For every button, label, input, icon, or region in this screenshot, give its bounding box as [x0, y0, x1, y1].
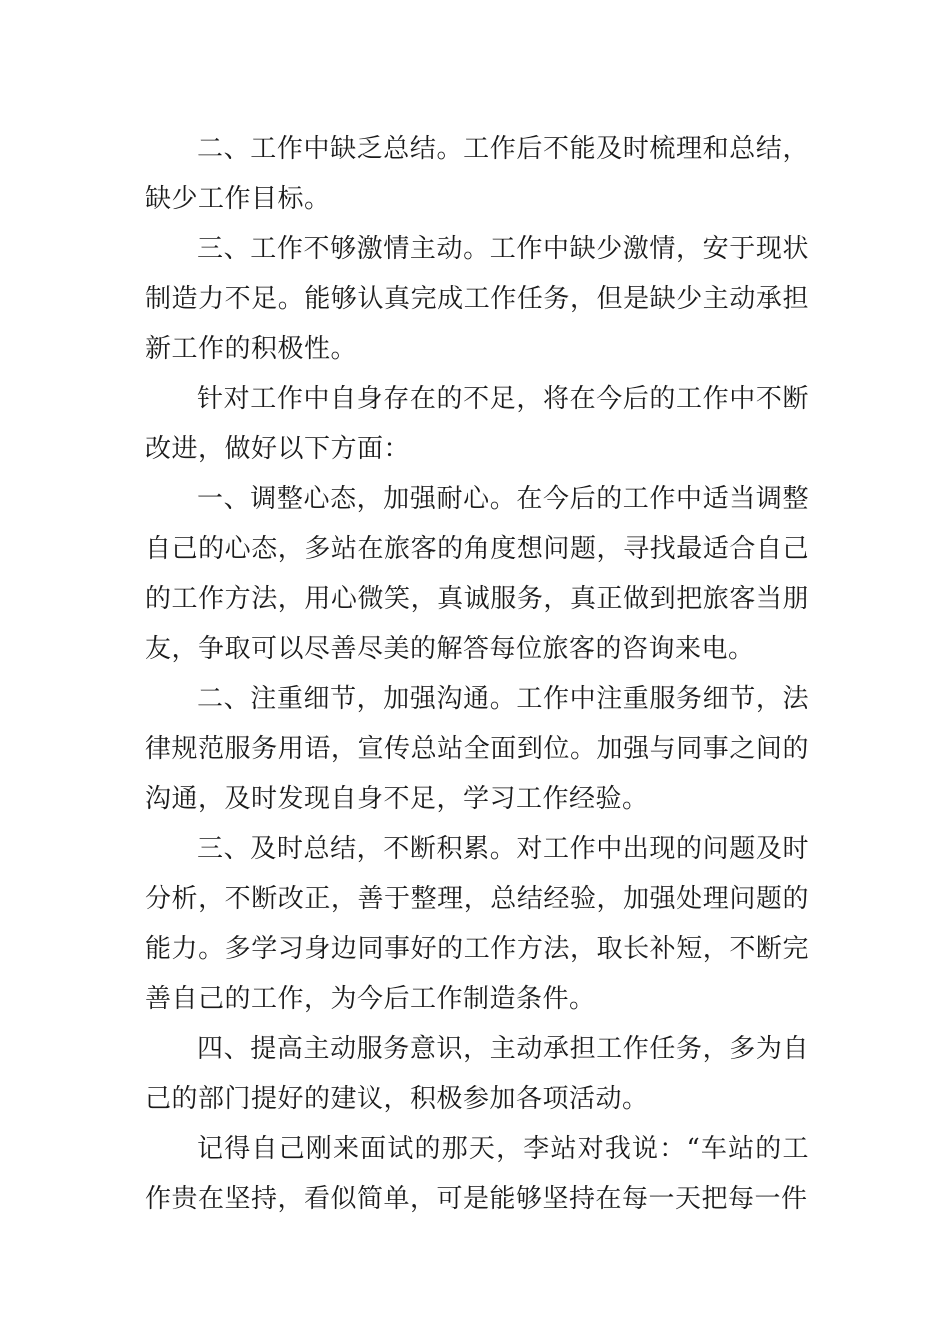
paragraph-attention-detail: 二、注重细节，加强沟通。工作中注重服务细节，法律规范服务用语，宣传总站全面到位。加强与同事之间的沟通，及时发现自身不足，学习工作经验。 — [145, 684, 809, 814]
paragraph-timely-summary: 三、及时总结，不断积累。对工作中出现的问题及时分析，不断改正，善于整理，总结经验，加强处理问题的能力。多学习身边同事好的工作方法，取长补短，不断完善自己的工作，为今后工作制造条件。 — [145, 834, 809, 1014]
paragraph-adjust-mindset: 一、调整心态，加强耐心。在今后的工作中适当调整自己的心态，多站在旅客的角度想问题，寻找最适合自己的工作方法，用心微笑，真诚服务，真正做到把旅客当朋友，争取可以尽善尽美的解答每位旅客的咨询来电。 — [145, 484, 809, 664]
paragraph-interview-memory: 记得自己刚来面试的那天，李站对我说：“车站的工作贵在坚持，看似简单，可是能够坚持在每一天把每一件 — [145, 1134, 809, 1214]
paragraph-service-awareness: 四、提高主动服务意识，主动承担工作任务，多为自己的部门提好的建议，积极参加各项活动。 — [145, 1034, 809, 1114]
document-body — [145, 124, 809, 1224]
paragraph-improvement-intro: 针对工作中自身存在的不足，将在今后的工作中不断改进，做好以下方面： — [145, 384, 809, 464]
paragraph-lack-initiative: 三、工作不够激情主动。工作中缺少激情，安于现状制造力不足。能够认真完成工作任务，但是缺少主动承担新工作的积极性。 — [145, 234, 809, 364]
paragraph-summary-lacking: 二、工作中缺乏总结。工作后不能及时梳理和总结，缺少工作目标。 — [145, 134, 809, 214]
